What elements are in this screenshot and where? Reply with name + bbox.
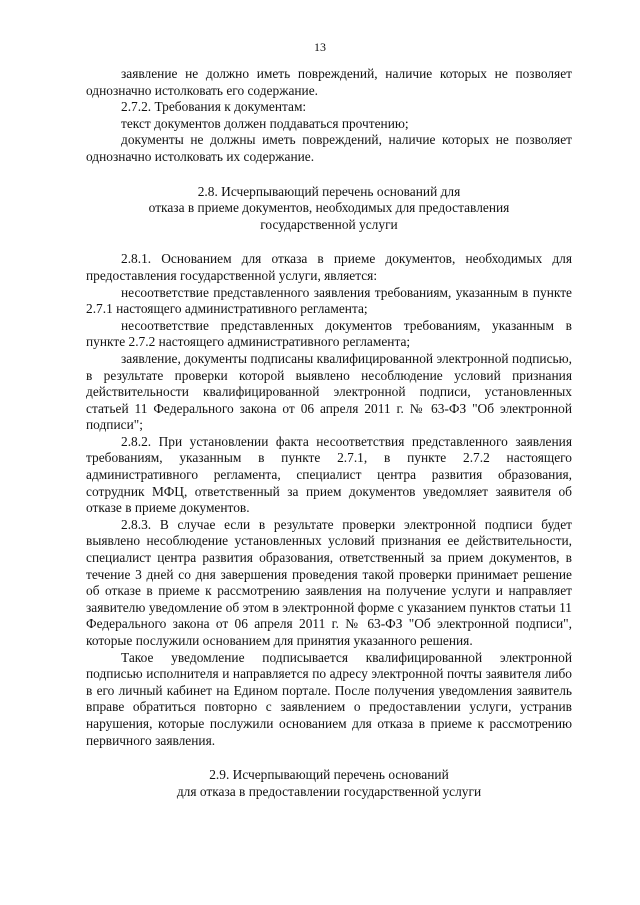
section-heading-2-9-line-2: для отказа в предоставлении государственной услуги bbox=[176, 783, 482, 799]
section-heading-2-8-line-2: отказа в приеме документов, необходимых для предоставления bbox=[148, 200, 510, 216]
document-body bbox=[86, 66, 572, 800]
section-heading-2-8-line-1: 2.8. Исчерпывающий перечень оснований для bbox=[197, 183, 461, 199]
paragraph-signature-invalid: заявление, документы подписаны квалифицированной электронной подписью, в результате проверки которой выявлено несоблюдение условий признания действительности квалифицированной электронной подписи, установленных статьей 11 Федерального закона от 06 апреля 2011 г. № 63-ФЗ "Об электронной подписи"; bbox=[86, 350, 572, 433]
paragraph-notification: Такое уведомление подписывается квалифицированной электронной подписью исполнителя и направляется по адресу электронной почты заявителя либо в его личный кабинет на Едином портале. После получения уведомления заявитель вправе обратиться повторно с заявлением о предоставлении услуги, устранив нарушения, которые послужили основанием для отказа в приеме к рассмотрению первичного заявления. bbox=[86, 649, 572, 748]
paragraph-2-8-3: 2.8.3. В случае если в результате проверки электронной подписи будет выявлено несоблюдение установленных условий признания ее действительности, специалист центра развития образования, ответственный за прием документов, в течение 3 дней со дня завершения проведения такой проверки принимает решение об отказе в приеме к рассмотрению заявления на получение услуги и направляет заявителю уведомление об этом в электронной форме с указанием пунктов статьи 11 Федерального закона от 06 апреля 2011 г. № 63-ФЗ "Об электронной подписи", которые послужили основанием для принятия указанного решения. bbox=[86, 516, 572, 648]
section-heading-2-8-line-3: государственной услуги bbox=[260, 216, 398, 232]
paragraph-2-8-1: 2.8.1. Основанием для отказа в приеме документов, необходимых для предоставления государственной услуги, является: bbox=[86, 251, 572, 283]
paragraph-2-8-2: 2.8.2. При установлении факта несоответствия представленного заявления требованиям, указанным в пункте 2.7.1, в пункте 2.7.2 настоящего административного регламента, специалист центра развития образования, сотрудник МФЦ, ответственный за прием документов уведомляет заявителя об отказе в приеме документов. bbox=[86, 433, 572, 516]
paragraph-mismatch-documents: несоответствие представленных документов требованиям, указанным в пункте 2.7.2 настоящего административного регламента; bbox=[86, 317, 572, 350]
page-number: 13 bbox=[314, 40, 326, 54]
section-heading-2-9 bbox=[86, 767, 572, 800]
paragraph-2-7-2-title: 2.7.2. Требования к документам: bbox=[121, 99, 307, 115]
paragraph-text-readable: текст документов должен поддаваться прочтению; bbox=[121, 115, 409, 131]
paragraph-mismatch-application: несоответствие представленного заявления требованиям, указанным в пункте 2.7.1 настоящего административного регламента; bbox=[86, 284, 572, 317]
section-heading-2-8 bbox=[86, 184, 572, 234]
paragraph-documents-damage: документы не должны иметь повреждений, наличие которых не позволяет однозначно истолковать их содержание. bbox=[86, 132, 572, 164]
paragraph-application-damage: заявление не должно иметь повреждений, наличие которых не позволяет однозначно истолковать его содержание. bbox=[86, 66, 572, 98]
section-heading-2-9-line-1: 2.9. Исчерпывающий перечень оснований bbox=[209, 767, 449, 783]
